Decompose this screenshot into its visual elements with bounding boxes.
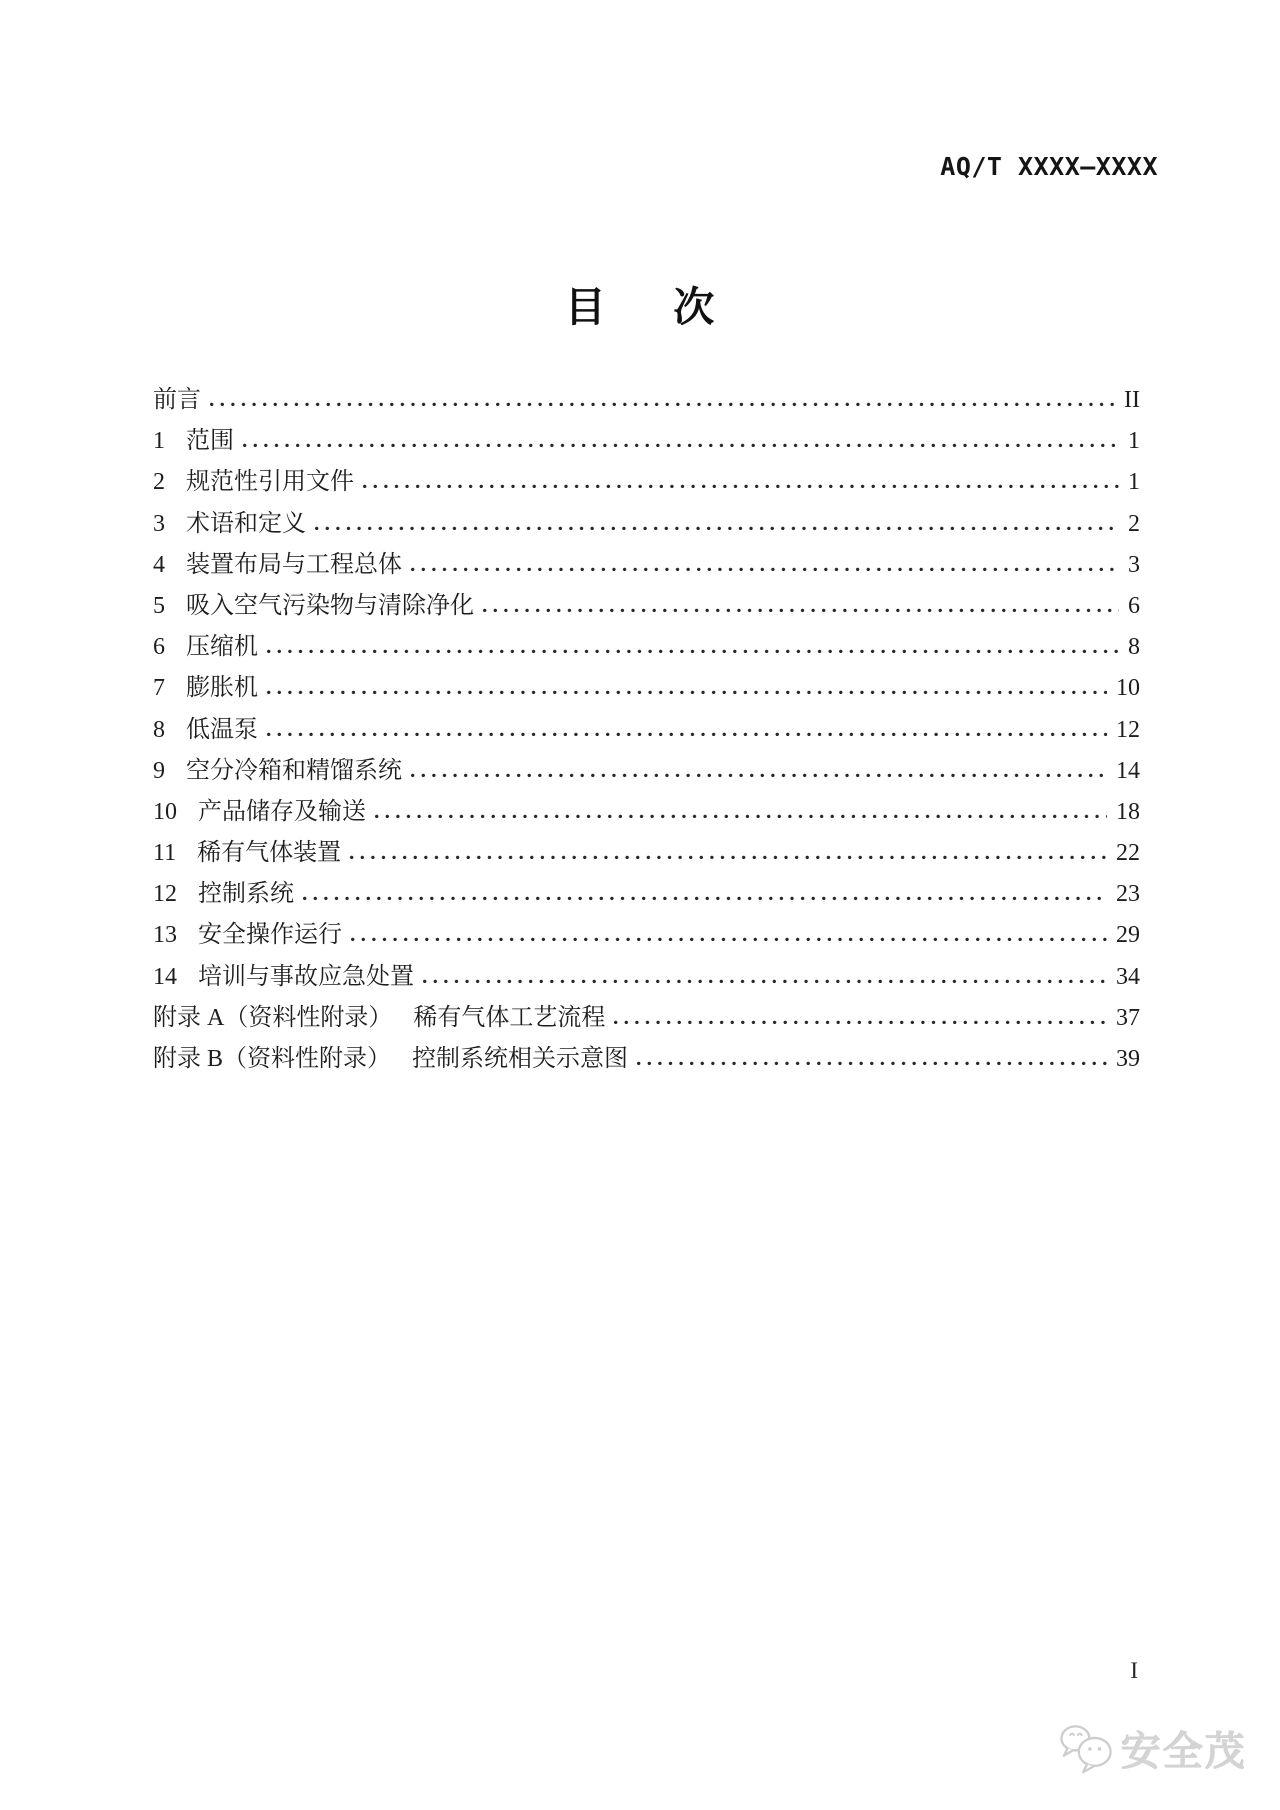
- toc-entry[interactable]: [153, 710, 1140, 751]
- toc-entry-title: 装置布局与工程总体: [186, 551, 402, 578]
- toc-entry[interactable]: [153, 504, 1140, 545]
- toc-entry-title: 范围: [186, 428, 234, 455]
- toc-entry[interactable]: [153, 380, 1140, 421]
- toc-entry[interactable]: [153, 586, 1140, 627]
- dot-leader: [411, 567, 1119, 572]
- toc-entry-number: 13: [153, 922, 177, 949]
- dot-leader: [614, 1020, 1107, 1025]
- toc-entry-page: 37: [1116, 1004, 1140, 1031]
- toc-entry-page: 2: [1128, 510, 1140, 537]
- toc-entry-page: 1: [1128, 428, 1140, 455]
- toc-entry-title: 吸入空气污染物与清除净化: [186, 592, 474, 619]
- toc-entry-page: 12: [1116, 716, 1140, 743]
- toc-entry-title: 空分冷箱和精馏系统: [186, 757, 402, 784]
- toc-entry-page: 14: [1116, 757, 1140, 784]
- dot-leader: [351, 937, 1107, 942]
- dot-leader: [267, 690, 1107, 695]
- page-title: 目 次: [564, 284, 716, 330]
- toc-entry-number: 6: [153, 634, 165, 661]
- toc-entry[interactable]: [153, 957, 1140, 998]
- toc-entry-number: 10: [153, 798, 177, 825]
- dot-leader: [375, 814, 1107, 819]
- toc-entry-number: 5: [153, 592, 165, 619]
- toc-entry[interactable]: [153, 915, 1140, 956]
- toc-entry-title: 膨胀机: [186, 675, 258, 702]
- toc-entry-number: 附录 A（资料性附录）: [153, 1004, 393, 1031]
- toc-entry[interactable]: [153, 751, 1140, 792]
- dot-leader: [315, 526, 1119, 531]
- toc-entry-title: 稀有气体工艺流程: [413, 1004, 606, 1031]
- toc-entry-page: II: [1124, 387, 1140, 413]
- toc-entry-page: 29: [1116, 922, 1140, 949]
- toc-entry-number: 7: [153, 675, 165, 702]
- doc-code: AQ/T XXXX—XXXX: [940, 152, 1158, 181]
- toc-entry-number: 3: [153, 510, 165, 537]
- toc-entry-page: 34: [1116, 963, 1140, 990]
- toc-entry[interactable]: [153, 1039, 1140, 1080]
- toc-entry-title: 规范性引用文件: [186, 469, 354, 496]
- toc-entry[interactable]: [153, 545, 1140, 586]
- toc-entry[interactable]: [153, 627, 1140, 668]
- toc-entry-number: 4: [153, 551, 165, 578]
- toc-entry-title: 培训与事故应急处置: [198, 963, 414, 990]
- toc: [153, 380, 1140, 1080]
- toc-entry-title: 控制系统: [198, 881, 294, 908]
- toc-entry-page: 10: [1116, 675, 1140, 702]
- chat-bubbles-icon: [1058, 1723, 1116, 1775]
- toc-entry[interactable]: [153, 462, 1140, 503]
- toc-entry-page: 22: [1116, 840, 1140, 867]
- watermark: [1058, 1720, 1247, 1777]
- dot-leader: [483, 608, 1119, 613]
- dot-leader: [637, 1061, 1107, 1066]
- toc-entry-number: 8: [153, 716, 165, 743]
- toc-entry[interactable]: [153, 998, 1140, 1039]
- toc-entry-page: 3: [1128, 551, 1140, 578]
- toc-entry-number: 12: [153, 881, 177, 908]
- toc-entry-page: 6: [1128, 592, 1140, 619]
- toc-entry[interactable]: [153, 792, 1140, 833]
- dot-leader: [411, 773, 1107, 778]
- toc-entry[interactable]: [153, 833, 1140, 874]
- toc-entry-title: 产品储存及输送: [198, 798, 366, 825]
- toc-entry-title: 前言: [153, 387, 201, 413]
- toc-entry-page: 23: [1116, 881, 1140, 908]
- toc-entry-page: 1: [1128, 469, 1140, 496]
- toc-entry-number: 14: [153, 963, 177, 990]
- toc-entry-title: 稀有气体装置: [197, 840, 342, 867]
- dot-leader: [363, 484, 1119, 489]
- toc-entry[interactable]: [153, 874, 1140, 915]
- dot-leader: [267, 732, 1107, 737]
- toc-entry-number: 9: [153, 757, 165, 784]
- toc-entry-title: 术语和定义: [186, 510, 306, 537]
- toc-entry-page: 39: [1116, 1046, 1140, 1072]
- toc-entry-title: 控制系统相关示意图: [412, 1046, 629, 1072]
- dot-leader: [243, 443, 1119, 448]
- dot-leader: [210, 402, 1115, 407]
- toc-entry-number: 11: [153, 840, 177, 867]
- dot-leader: [267, 649, 1119, 654]
- toc-entry-title: 低温泵: [186, 716, 258, 743]
- dot-leader: [423, 979, 1107, 984]
- dot-leader: [350, 855, 1107, 860]
- toc-entry-title: 压缩机: [186, 634, 258, 661]
- toc-entry-number: 1: [153, 428, 165, 455]
- toc-entry[interactable]: [153, 668, 1140, 709]
- page-number: I: [1130, 1658, 1138, 1683]
- toc-entry-number: 附录 B（资料性附录）: [153, 1046, 392, 1072]
- toc-entry-page: 18: [1116, 798, 1140, 825]
- toc-entry-page: 8: [1128, 634, 1140, 661]
- toc-entry[interactable]: [153, 421, 1140, 462]
- toc-entry-number: 2: [153, 469, 165, 496]
- toc-entry-title: 安全操作运行: [198, 922, 342, 949]
- dot-leader: [303, 896, 1107, 901]
- watermark-text: 安全茂: [1121, 1730, 1247, 1774]
